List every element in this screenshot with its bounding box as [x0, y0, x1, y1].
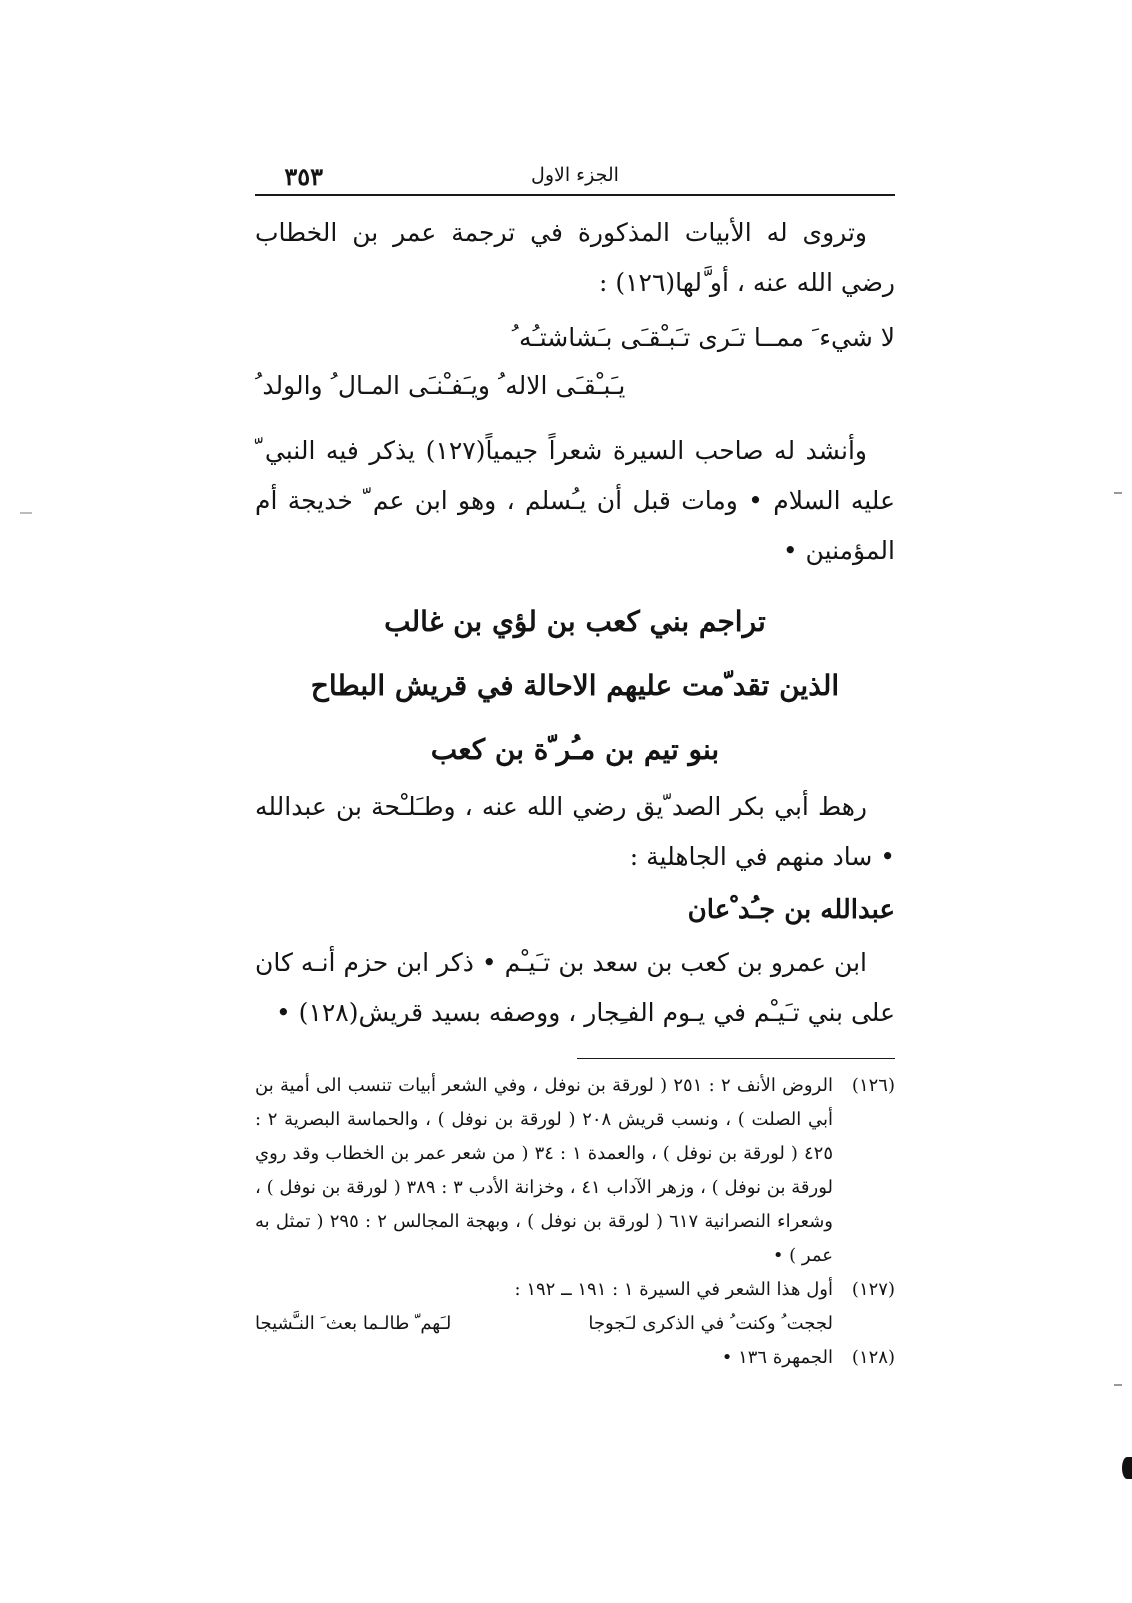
intro-paragraph: وتروى له الأبيات المذكورة في ترجمة عمر بن الخطاب رضي الله عنه ، أو َّلها(١٢٦) : [255, 218, 895, 297]
footnote-divider [577, 1058, 895, 1059]
footnote-number: (١٢٦) [851, 1075, 895, 1096]
paragraph-sira-poem: وأنشد له صاحب السيرة شعراً جيمياً(١٢٧) يذكر فيه النبي ّ عليه السلام • ومات قبل أن يـُسلم ، وهو ابن عم ّ خديجة أم المؤمنين • [255, 436, 895, 565]
scan-edge-tick [1114, 492, 1122, 494]
page-number: ٣٥٣ [284, 162, 323, 191]
footnote-verse-first-half: لججت ُ وكنت ُ في الذكرى لـَجوجا [588, 1313, 833, 1334]
biography-subheading: عبدالله بن جـُد ْعان [687, 895, 895, 925]
scan-edge-mark [1122, 1457, 1132, 1479]
footnote-text: الجمهرة ١٣٦ • [721, 1347, 833, 1368]
footnote-number: (١٢٨) [851, 1347, 895, 1368]
scan-edge-tick [1114, 1384, 1122, 1386]
scan-edge-tick [20, 512, 32, 514]
verse-hemistich-2: يـَبـْقـَى الاله ُ ويـَفـْنـَى المـال ُ والولد ُ [255, 371, 626, 400]
footnote-126 [255, 1069, 895, 1273]
footnote-127 [255, 1273, 895, 1307]
paragraph-bani-taym: رهط أبي بكر الصد ّيق رضي الله عنه ، وطـَلـْحة بن عبدالله • ساد منهم في الجاهلية : [255, 792, 895, 871]
section-heading-3: بنو تيم بن مـُر ّة بن كعب [430, 733, 720, 766]
verse-hemistich-1: لا شيء َ ممــا تـَرى تـَبـْقـَى بـَشاشتـُه ُ [511, 323, 895, 352]
footnote-128 [255, 1341, 895, 1375]
footnote-text: أول هذا الشعر في السيرة ١ : ١٩١ ــ ١٩٢ : [514, 1279, 833, 1300]
footnote-verse [255, 1307, 895, 1341]
book-page [255, 160, 895, 1375]
paragraph-ibn-judan: ابن عمرو بن كعب بن سعد بن تـَيـْم • ذكر ابن حزم أنـه كان على بني تـَيـْم في يـوم الفـِجار ، ووصفه بسيد قريش(١٢٨) • [255, 948, 895, 1027]
section-heading-2: الذين تقد ّمت عليهم الاحالة في قريش البطاح [310, 669, 840, 702]
page-header [255, 160, 895, 196]
footnote-number: (١٢٧) [851, 1279, 895, 1300]
running-title: الجزء الاول [531, 164, 619, 186]
footnotes [255, 1069, 895, 1375]
footnote-verse-second-half: لـَهم ّ طالـما بعث َ النـَّشيجا [255, 1313, 452, 1334]
footnote-text: الروض الأنف ٢ : ٢٥١ ( لورقة بن نوفل ، وفي الشعر أبيات تنسب الى أمية بن أبي الصلت ) ، ونسب قريش ٢٠٨ ( لورقة بن نوفل ) ، والحماسة البصرية ٢ : ٤٢٥ ( لورقة بن نوفل ) ، والعمدة ١ : ٣٤ ( من شعر عمر بن الخطاب وقد روي لورقة بن نوفل ) ، وزهر الآداب ٤١ ، وخزانة الأدب ٣ : ٣٨٩ ( لورقة بن نوفل ) ، وشعراء النصرانية ٦١٧ ( لورقة بن نوفل ) ، وبهجة المجالس ٢ : ٢٩٥ ( تمثل به عمر ) • [255, 1075, 834, 1266]
section-heading-1: تراجم بني كعب بن لؤي بن غالب [384, 605, 766, 638]
